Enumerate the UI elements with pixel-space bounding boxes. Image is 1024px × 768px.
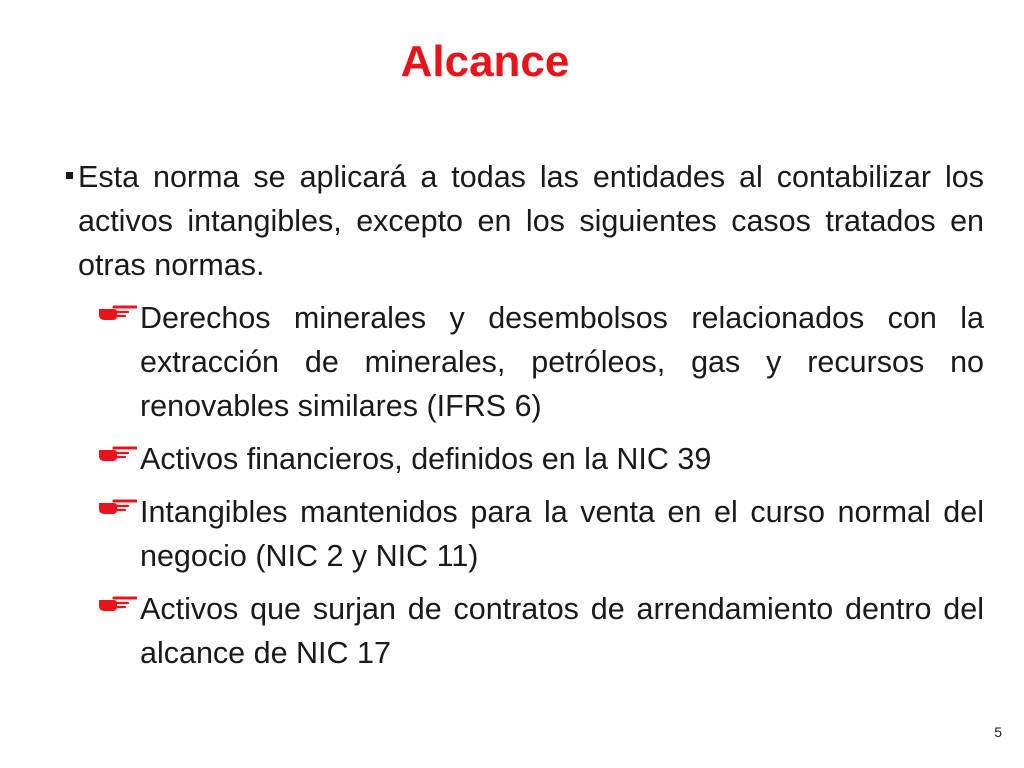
- square-bullet-icon: [66, 172, 73, 179]
- sub-bullet-text: Activos que surjan de contratos de arrendamiento dentro del alcance de NIC 17: [140, 592, 984, 670]
- page-number: 5: [994, 724, 1002, 740]
- sub-bullet-text: Activos financieros, definidos en la NIC 39: [140, 442, 712, 476]
- main-bullet-item: [66, 155, 984, 287]
- sub-bullet-item: [66, 296, 984, 428]
- pointing-hand-icon: [99, 304, 137, 326]
- sub-bullet-item: [66, 490, 984, 578]
- sub-bullet-text: Intangibles mantenidos para la venta en el curso normal del negocio (NIC 2 y NIC 11): [140, 495, 984, 573]
- sub-bullet-text: Derechos minerales y desembolsos relacionados con la extracción de minerales, petróleos, gas y recursos no renovables similares (IFRS 6): [140, 301, 984, 423]
- main-bullet-text: Esta norma se aplicará a todas las entidades al contabilizar los activos intangibles, excepto en los siguientes casos tratados en otras normas.: [78, 160, 984, 282]
- pointing-hand-icon: [99, 445, 137, 467]
- sub-bullet-item: [66, 587, 984, 675]
- pointing-hand-icon: [99, 595, 137, 617]
- slide-content: [66, 155, 984, 684]
- pointing-hand-icon: [99, 498, 137, 520]
- slide-title: Alcance: [400, 37, 570, 86]
- sub-bullet-item: [66, 437, 984, 481]
